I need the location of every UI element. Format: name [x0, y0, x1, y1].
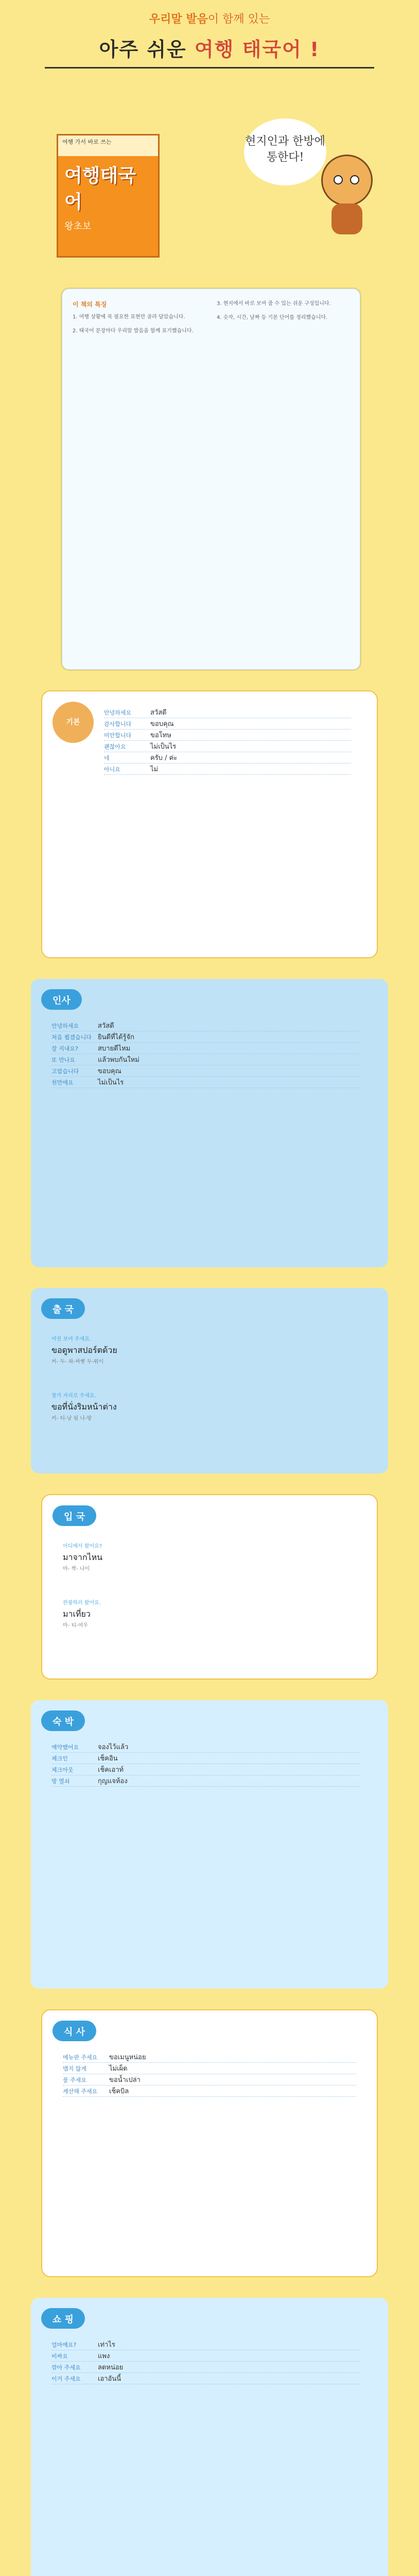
basic-section: [41, 690, 378, 958]
row-key: 비싸요: [51, 2352, 68, 2360]
row-key: 미안합니다: [104, 732, 132, 739]
row-value: ขอเมนูหน่อย: [109, 2054, 146, 2061]
table-row: [51, 1775, 360, 1787]
greeting-rows: [51, 1020, 360, 1088]
section-title: 숙 박: [41, 1710, 85, 1731]
section-title: 입 국: [53, 1505, 96, 1526]
mascot-character: [316, 155, 378, 237]
food-section: [41, 2009, 378, 2277]
phrase-thai: ขอดูพาสปอร์ตด้วย: [51, 1345, 117, 1355]
row-value: ครับ / ค่ะ: [150, 754, 178, 762]
table-row: [51, 1043, 360, 1054]
tagline-accent: 우리말 발음: [149, 12, 208, 26]
phrase-card: [63, 1598, 101, 1629]
row-value: ขอน้ำเปล่า: [109, 2076, 141, 2084]
section-title: 인사: [41, 989, 82, 1010]
table-row: [51, 1753, 360, 1764]
phrase-card: [51, 1391, 117, 1421]
book-logo: 여행태국어: [64, 165, 136, 213]
phrase-card: [51, 1334, 117, 1365]
hotel-band: [31, 1700, 388, 1989]
table-row: [51, 2373, 360, 2384]
table-row: [51, 1054, 360, 1065]
table-row: [104, 707, 351, 718]
row-key: 또 만나요: [51, 1056, 76, 1063]
food-rows: [63, 2052, 356, 2097]
table-row: [51, 2339, 360, 2350]
row-key: 고맙습니다: [51, 1067, 79, 1075]
phrase-pronunciation: 마- 짝- 나이: [63, 1566, 90, 1572]
shopping-band: [31, 2298, 388, 2576]
row-value: สวัสดี: [98, 1022, 114, 1030]
row-key: 천만에요: [51, 1079, 74, 1086]
row-value: กุญแจห้อง: [98, 1777, 128, 1785]
hero: [0, 0, 419, 675]
table-row: [104, 741, 351, 752]
phrase-label: 어디에서 왔어요?: [63, 1544, 102, 1549]
speech-bubble: 현지인과 한방에 통한다!: [244, 118, 326, 185]
title-plain: 아주 쉬운: [99, 38, 187, 61]
intro-heading: 이 책의 특징: [73, 301, 107, 308]
row-key: 아니요: [104, 766, 120, 773]
row-value: เท่าไร: [98, 2341, 115, 2349]
intro-paragraph: 1. 여행 상황에 꼭 필요한 표현만 골라 담았습니다.: [73, 314, 185, 320]
arrival-section: [41, 1494, 378, 1680]
phrase-thai: มาเที่ยว: [63, 1609, 91, 1619]
phrase-label: 여권 보여 주세요.: [51, 1336, 92, 1342]
intro-paragraph: 4. 숫자, 시간, 날짜 등 기본 단어를 정리했습니다.: [217, 315, 328, 320]
row-value: เช็คเอาท์: [98, 1766, 124, 1774]
table-row: [104, 718, 351, 730]
row-value: ไม่เผ็ด: [109, 2065, 128, 2073]
phrase-thai: ขอที่นั่งริมหน้าต่าง: [51, 1402, 117, 1412]
row-key: 안녕하세요: [104, 709, 132, 716]
table-row: [104, 752, 351, 764]
row-key: 괜찮아요: [104, 743, 126, 750]
table-row: [63, 2052, 356, 2063]
title-accent: 여행 태국어 !: [194, 38, 320, 61]
table-row: [51, 1764, 360, 1775]
row-key: 방 열쇠: [51, 1777, 70, 1785]
row-key: 체크인: [51, 1755, 68, 1762]
phrase-pronunciation: 커- 티-낭 림 나-땅: [51, 1416, 92, 1421]
row-key: 메뉴판 주세요: [63, 2054, 98, 2061]
row-key: 처음 뵙겠습니다: [51, 1033, 92, 1041]
book-top-text: 여행 가서 바로 쓰는: [62, 139, 112, 145]
row-value: แล้วพบกันใหม่: [98, 1056, 139, 1064]
table-row: [51, 1065, 360, 1077]
row-value: สบายดีไหม: [98, 1045, 131, 1053]
table-row: [51, 2350, 360, 2362]
table-row: [63, 2074, 356, 2086]
row-value: แพง: [98, 2352, 110, 2360]
table-row: [104, 764, 351, 775]
row-value: ขอบคุณ: [150, 720, 174, 728]
hero-header: [31, 10, 388, 69]
departure-band: [31, 1288, 388, 1473]
row-value: ขอบคุณ: [98, 1067, 121, 1075]
row-value: ไม่เป็นไร: [98, 1079, 124, 1087]
row-value: เอาอันนี้: [98, 2375, 121, 2383]
basic-rows: [104, 707, 351, 775]
table-row: [51, 1741, 360, 1753]
intro-paragraph: 3. 현지에서 바로 보여 줄 수 있는 쉬운 구성입니다.: [217, 301, 331, 307]
intro-paragraph: 2. 태국어 문장마다 우리말 발음을 함께 표기했습니다.: [73, 328, 194, 334]
section-title: 식 사: [53, 2021, 96, 2041]
table-row: [51, 1077, 360, 1088]
row-value: สวัสดี: [150, 709, 167, 717]
row-key: 예약했어요: [51, 1743, 79, 1751]
hero-title: [31, 33, 388, 62]
title-divider: [45, 67, 374, 69]
row-value: เช็คบิล: [109, 2088, 129, 2095]
section-label: 기본: [53, 702, 94, 743]
section-title: 쇼 핑: [41, 2308, 85, 2329]
row-key: 이거 주세요: [51, 2375, 81, 2382]
row-key: 네: [104, 754, 110, 761]
table-row: [63, 2086, 356, 2097]
row-key: 계산해 주세요: [63, 2088, 98, 2095]
hotel-rows: [51, 1741, 360, 1787]
section-title: 출 국: [41, 1298, 85, 1319]
table-row: [51, 1031, 360, 1043]
book-sub: 왕초보: [64, 221, 92, 232]
table-row: [63, 2063, 356, 2074]
row-key: 감사합니다: [104, 720, 132, 727]
row-value: ไม่: [150, 766, 159, 773]
table-row: [104, 730, 351, 741]
row-value: ยินดีที่ได้รู้จัก: [98, 1033, 134, 1041]
shopping-rows: [51, 2339, 360, 2384]
intro-column-right: [217, 299, 345, 327]
row-value: ขอโทษ: [150, 732, 171, 739]
greeting-band: [31, 979, 388, 1267]
row-key: 안녕하세요: [51, 1022, 79, 1029]
row-key: 잘 지내요?: [51, 1045, 78, 1052]
tagline: [31, 10, 388, 26]
book-cover: [57, 134, 160, 258]
row-value: ไม่เป็นไร: [150, 743, 177, 751]
table-row: [51, 1020, 360, 1031]
row-value: ลดหน่อย: [98, 2364, 124, 2371]
row-key: 물 주세요: [63, 2076, 87, 2083]
intro-panel: [62, 289, 360, 670]
row-value: จองไว้แล้ว: [98, 1743, 129, 1751]
row-key: 맵지 않게: [63, 2065, 87, 2072]
phrase-pronunciation: 커- 두- 파-싸뻗 두-워이: [51, 1359, 104, 1365]
row-key: 깎아 주세요: [51, 2364, 81, 2371]
row-key: 얼마예요?: [51, 2341, 77, 2348]
table-row: [51, 2362, 360, 2373]
row-value: เช็คอิน: [98, 1755, 118, 1762]
phrase-card: [63, 1541, 102, 1572]
phrase-label: 창가 자리로 주세요.: [51, 1393, 96, 1399]
phrase-pronunciation: 마- 티-여우: [63, 1623, 89, 1629]
phrase-thai: มาจากไหน: [63, 1552, 103, 1562]
row-key: 체크아웃: [51, 1766, 74, 1773]
tagline-rest: 이 함께 있는: [207, 13, 270, 26]
intro-column-left: [73, 299, 201, 341]
phrase-label: 관광하러 왔어요.: [63, 1600, 101, 1606]
